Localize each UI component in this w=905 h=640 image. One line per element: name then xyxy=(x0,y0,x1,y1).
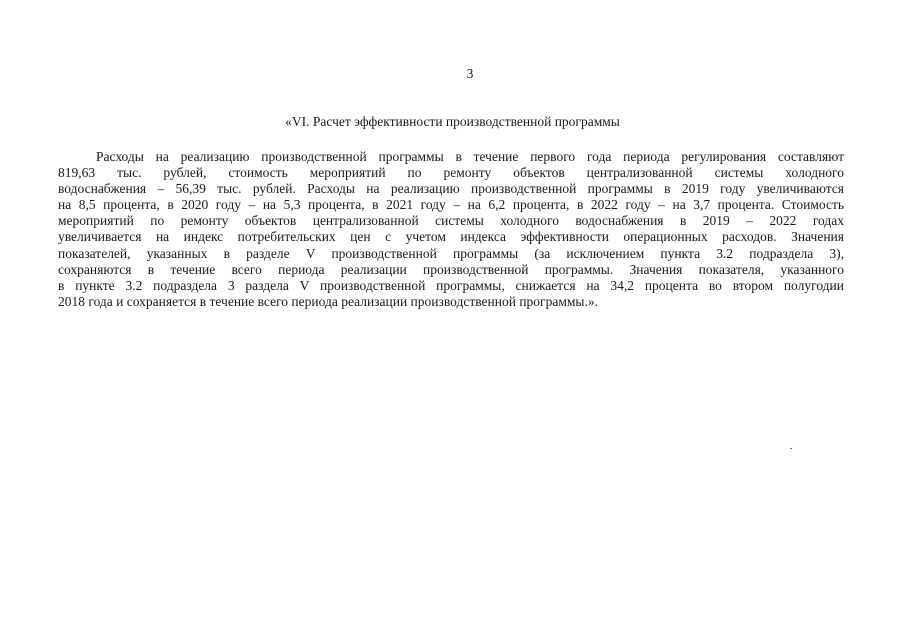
paragraph-line: сохраняются в течение всего периода реализации производственной программы. Значения показателя, указанного xyxy=(58,261,844,277)
paragraph-line: показателей, указанных в разделе V производственной программы (за исключением пункта 3.2 подраздела 3), xyxy=(58,245,844,261)
paragraph-line-last: 2018 года и сохраняется в течение всего периода реализации производственной программы.». xyxy=(58,293,598,309)
body-paragraph xyxy=(58,149,844,310)
paragraph-line: водоснабжения – 56,39 тыс. рублей. Расходы на реализацию производственной программы в 2019 году увеличиваются xyxy=(58,181,844,197)
paragraph-line: увеличивается на индекс потребительских цен с учетом индекса эффективности операционных расходов. Значения xyxy=(58,229,844,245)
paragraph-line: на 8,5 процента, в 2020 году – на 5,3 процента, в 2021 году – на 6,2 процента, в 2022 году – на 3,7 процента. Стоимость xyxy=(58,197,844,213)
paragraph-line: мероприятий по ремонту объектов централизованной системы холодного водоснабжения в 2019 – 2022 годах xyxy=(58,213,844,229)
scan-speck xyxy=(790,448,792,449)
paragraph-line: в пункте 3.2 подраздела 3 раздела V производственной программы, снижается на 34,2 процента во втором полугодии xyxy=(58,277,844,293)
paragraph-line: 819,63 тыс. рублей, стоимость мероприятий по ремонту объектов централизованной системы холодного xyxy=(58,165,844,181)
section-heading: «VI. Расчет эффективности производственной программы xyxy=(285,114,620,129)
page-number: 3 xyxy=(466,66,474,81)
paragraph-line: Расходы на реализацию производственной программы в течение первого года периода регулирования составляют xyxy=(96,149,844,164)
